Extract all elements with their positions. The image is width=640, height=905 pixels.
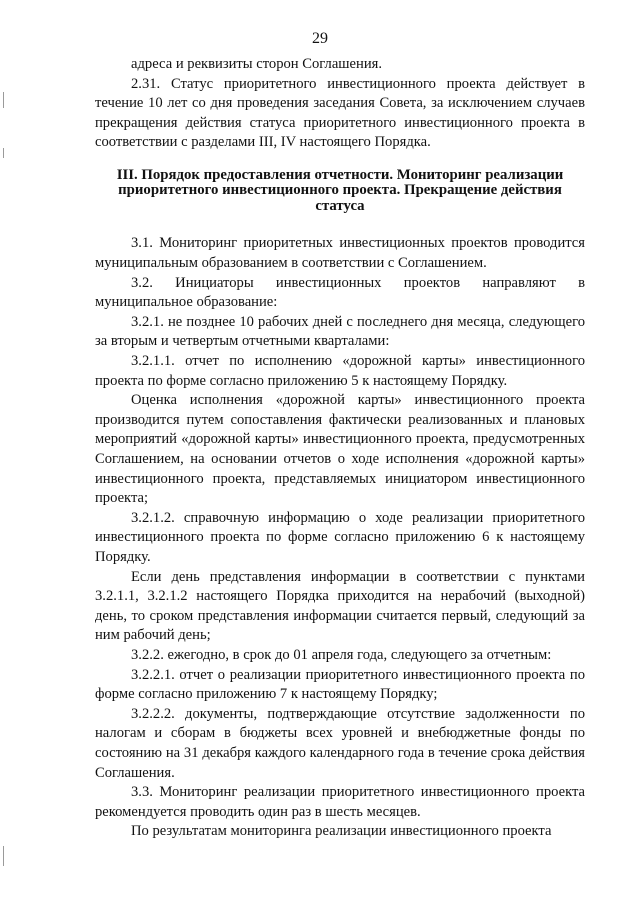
document-body (95, 55, 585, 842)
paragraph: 3.2. Инициаторы инвестиционных проектов направляют в муниципальное образование: (95, 274, 585, 311)
paragraph: 3.1. Мониторинг приоритетных инвестиционных проектов проводится муниципальным образованием в соответствии с Соглашением. (95, 235, 585, 272)
section-heading: III. Порядок предоставления отчетности. Мониторинг реализации приоритетного инвестиционного проекта. Прекращение действия статуса (116, 166, 564, 214)
paragraph: Если день представления информации в соответствии с пунктами 3.2.1.1, 3.2.1.2 настоящего Порядка приходится на нерабочий (выходной) день, то сроком представления информации считается первый, следующий за ним рабочий день; (95, 568, 585, 644)
paragraph: 3.2.2.1. отчет о реализации приоритетного инвестиционного проекта по форме согласно приложению 7 к настоящему Порядку; (95, 666, 585, 703)
paragraph: Оценка исполнения «дорожной карты» инвестиционного проекта производится путем сопоставления фактически реализованных и плановых мероприятий «дорожной карты» инвестиционного проекта, предусмотренных Соглашением, на основании отчетов о ходе исполнения «дорожной карты» инвестиционного проекта, представляемых инициатором инвестиционного проекта; (95, 392, 585, 507)
page-number: 29 (312, 30, 328, 47)
paragraph: 3.2.1. не позднее 10 рабочих дней с последнего дня месяца, следующего за вторым и четвертым отчетными кварталами: (95, 313, 585, 350)
paragraph: 2.31. Статус приоритетного инвестиционного проекта действует в течение 10 лет со дня проведения заседания Совета, за исключением случаев прекращения действия статуса приоритетного инвестиционного проекта в соответствии с разделами III, IV настоящего Порядка. (95, 75, 585, 151)
paragraph: 3.2.2. ежегодно, в срок до 01 апреля года, следующего за отчетным: (131, 646, 552, 663)
paragraph: 3.2.1.2. справочную информацию о ходе реализации приоритетного инвестиционного проекта по форме согласно приложению 6 к настоящему Порядку. (95, 509, 585, 565)
scan-edge-mark (3, 148, 4, 158)
paragraph: 3.3. Мониторинг реализации приоритетного инвестиционного проекта рекомендуется проводить один раз в шесть месяцев. (95, 784, 585, 820)
paragraph: 3.2.1.1. отчет по исполнению «дорожной карты» инвестиционного проекта по форме согласно приложению 5 к настоящему Порядку. (95, 353, 585, 389)
scan-edge-mark (3, 846, 4, 866)
scan-edge-mark (3, 92, 4, 108)
paragraph: По результатам мониторинга реализации инвестиционного проекта (131, 823, 552, 840)
paragraph: адреса и реквизиты сторон Соглашения. (131, 56, 382, 72)
paragraph: 3.2.2.2. документы, подтверждающие отсутствие задолженности по налогам и сборам в бюджеты всех уровней и внебюджетные фонды по состоянию на 31 декабря каждого календарного года в течение срока действия Соглашения. (95, 705, 585, 781)
